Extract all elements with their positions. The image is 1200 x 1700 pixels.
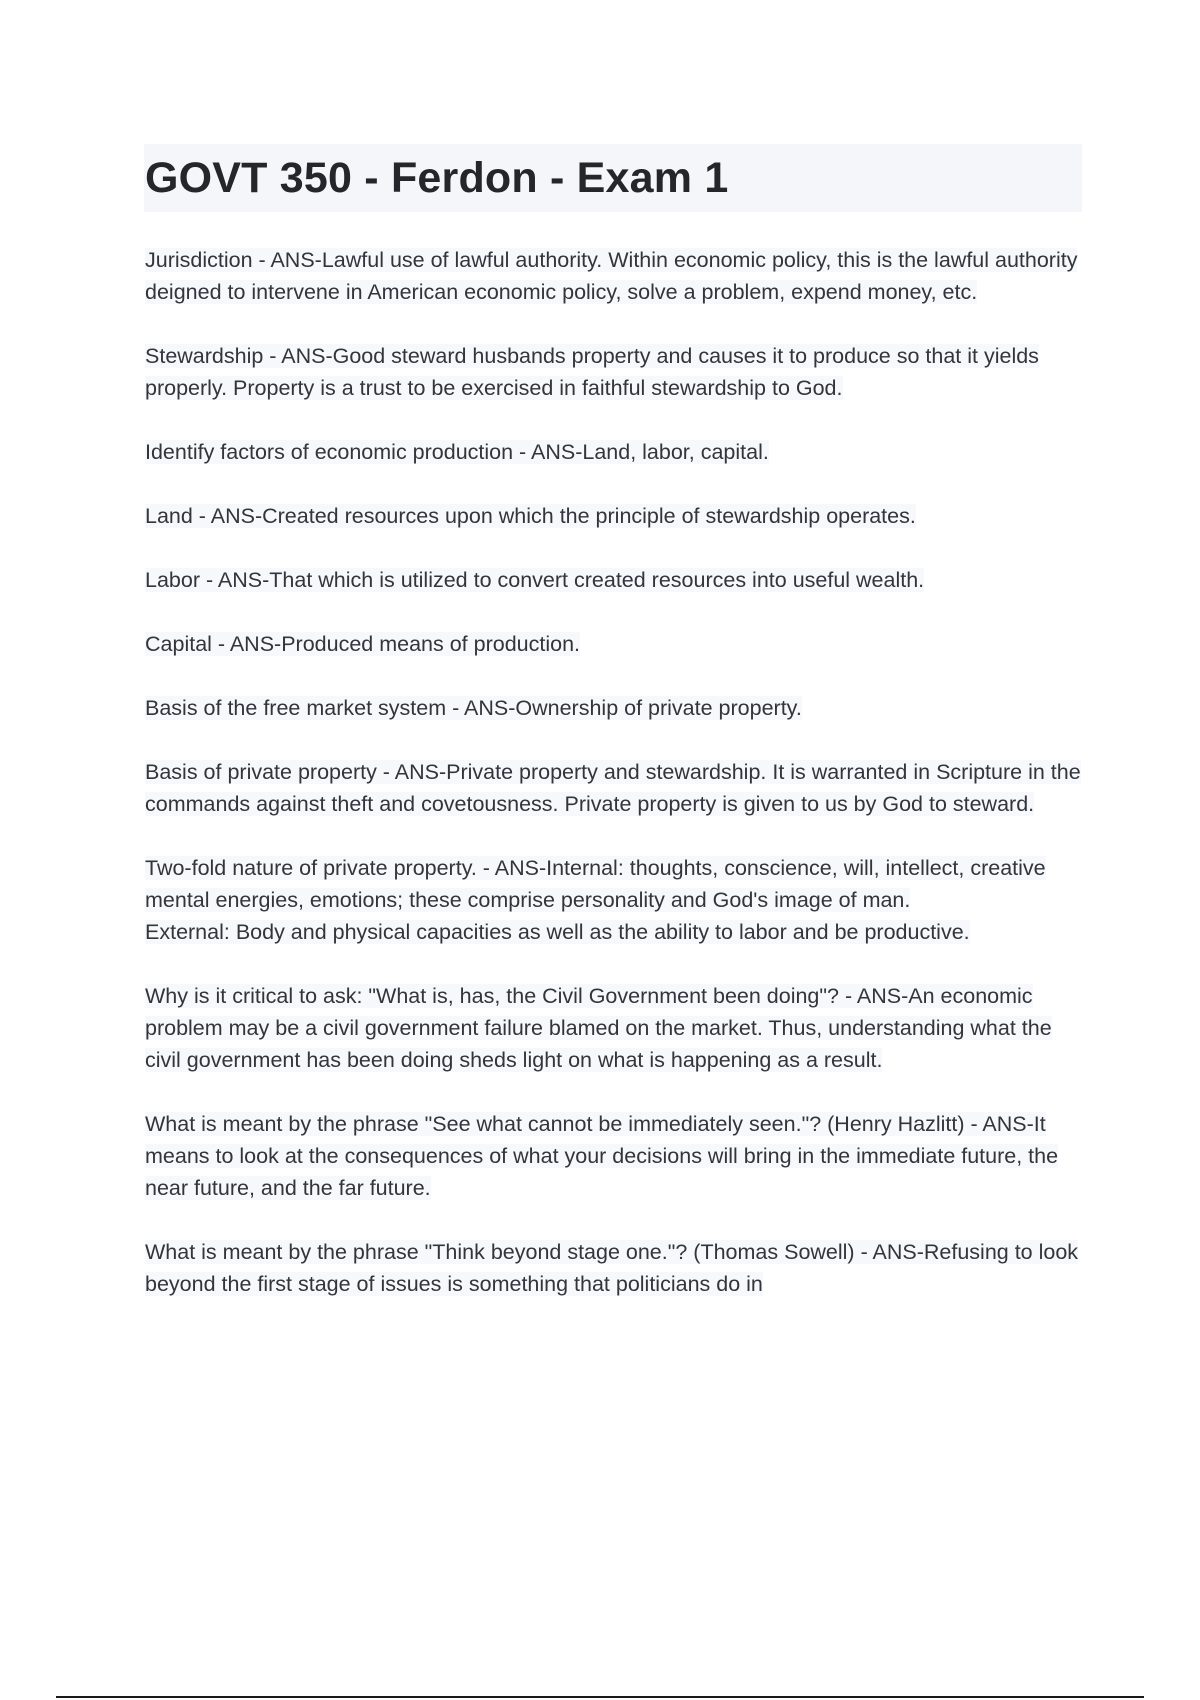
qa-text: What is meant by the phrase "Think beyond stage one."? (Thomas Sowell) - ANS-Refusing to look beyond the first stage of issues is something that politicians do in: [145, 1240, 1079, 1296]
qa-item-private-property-basis: [145, 756, 1085, 820]
qa-item-stewardship: [145, 340, 1085, 404]
qa-text: Labor - ANS-That which is utilized to convert created resources into useful wealth.: [145, 568, 925, 592]
qa-list: [145, 244, 1085, 1332]
qa-text: What is meant by the phrase "See what cannot be immediately seen."? (Henry Hazlitt) - ANS-It means to look at the consequences of what your decisions will bring in the immediate future, the near future, and the far future.: [145, 1112, 1059, 1200]
qa-item-capital: [145, 628, 1085, 660]
qa-text: Capital - ANS-Produced means of production.: [145, 632, 581, 656]
qa-item-labor: [145, 564, 1085, 596]
qa-text: Why is it critical to ask: "What is, has, the Civil Government been doing"? - ANS-An economic problem may be a civil government failure blamed on the market. Thus, understanding what the civil government has been doing sheds light on what is happening as a result.: [145, 984, 1052, 1072]
qa-item-sowell: [145, 1236, 1085, 1300]
qa-text: Two-fold nature of private property. - ANS-Internal: thoughts, conscience, will, intellect, creative mental energies, emotions; these comprise personality and God's image of man. External: Body and physical capacities as well as the ability to labor and be productive.: [145, 856, 1046, 944]
footer-divider: [56, 1696, 1144, 1698]
qa-item-factors-of-production: [145, 436, 1085, 468]
qa-text: Basis of the free market system - ANS-Ownership of private property.: [145, 696, 802, 720]
qa-text: Stewardship - ANS-Good steward husbands property and causes it to produce so that it yields properly. Property is a trust to be exercised in faithful stewardship to God.: [145, 344, 1039, 400]
qa-text: Identify factors of economic production - ANS-Land, labor, capital.: [145, 440, 769, 464]
qa-item-land: [145, 500, 1085, 532]
qa-item-hazlitt: [145, 1108, 1085, 1204]
qa-text: Jurisdiction - ANS-Lawful use of lawful authority. Within economic policy, this is the lawful authority deigned to intervene in American economic policy, solve a problem, expend money, etc.: [145, 248, 1078, 304]
page-title: GOVT 350 - Ferdon - Exam 1: [145, 154, 729, 202]
qa-item-jurisdiction: [145, 244, 1085, 308]
qa-text: Basis of private property - ANS-Private property and stewardship. It is warranted in Scripture in the commands against theft and covetousness. Private property is given to us by God to steward.: [145, 760, 1081, 816]
qa-item-free-market-basis: [145, 692, 1085, 724]
qa-item-civil-government: [145, 980, 1085, 1076]
qa-text: Land - ANS-Created resources upon which the principle of stewardship operates.: [145, 504, 916, 528]
qa-item-two-fold-nature: [145, 852, 1085, 948]
